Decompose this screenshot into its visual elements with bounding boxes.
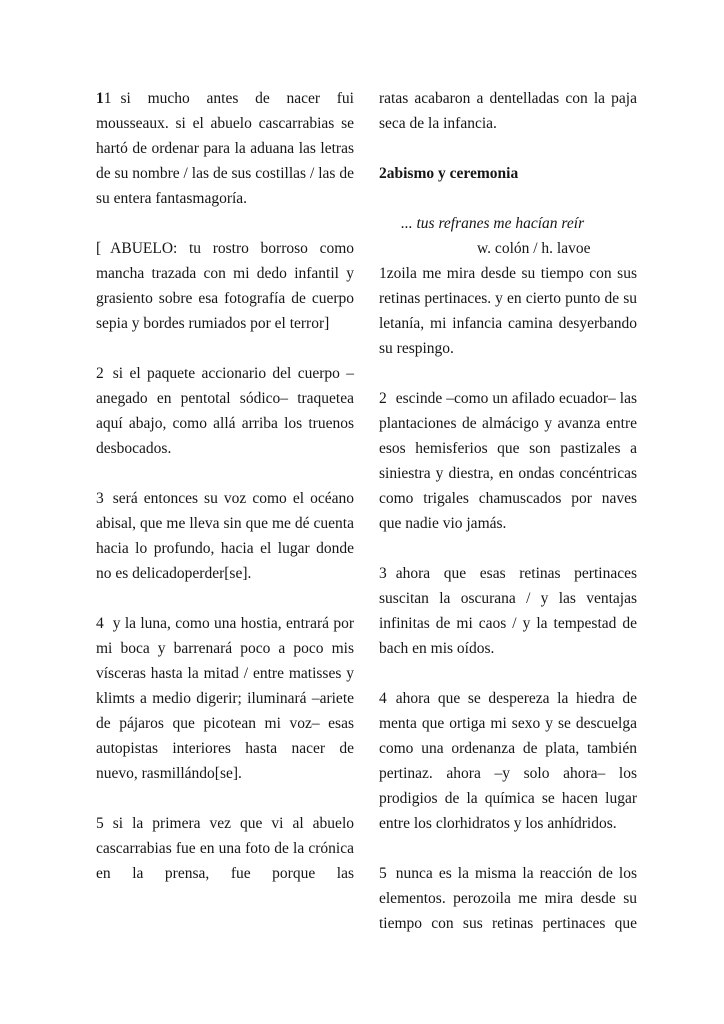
- verse-number: 5: [379, 865, 387, 882]
- verse-number: 3: [379, 565, 387, 582]
- verse-text: 1zoila me mira desde su tiempo con sus retinas pertinaces. y en cierto punto de su letanía, mi infancia camina desyerbando su respingo.: [379, 265, 637, 357]
- bracket-mark: [: [96, 240, 102, 257]
- verse-text: si el paquete accionario del cuerpo –anegado en pentotal sódico– traquetea aquí abajo, como allá arriba los truenos desbocados.: [96, 365, 354, 457]
- continuation-paragraph: [379, 86, 637, 136]
- verse-number: 4: [379, 690, 387, 707]
- verse-text: será entonces su voz como el océano abisal, que me lleva sin que me dé cuenta hacia lo profundo, hacia el lugar donde no es delicadoperder[se].: [96, 490, 354, 582]
- verse-number: 5: [96, 815, 104, 832]
- verse-text: ahora que se despereza la hiedra de menta que ortiga mi sexo y se descuelga como una ordenanza de plata, también pertinaz. ahora –y solo ahora– los prodigios de la química se hacen lugar entre los clorhidratos y los anhídridos.: [379, 690, 637, 832]
- verse-text: escinde –como un afilado ecuador– las plantaciones de almácigo y avanza entre esos hemisferios que son pastizales a siniestra y diestra, en ondas concéntricas como trigales chamuscados por naves que nadie vio jamás.: [379, 390, 637, 532]
- verse-number: 2: [96, 365, 104, 382]
- verse-text: ratas acabaron a dentelladas con la paja seca de la infancia.: [379, 90, 637, 132]
- epigraph-attribution: w. colón / h. lavoe: [477, 240, 591, 257]
- verse-number: 1: [103, 90, 112, 107]
- verse-text: si la primera vez que vi al abuelo cascarrabias fue en una foto de la crónica en la prensa, fue porque las: [96, 815, 354, 882]
- verse-text: ahora que esas retinas pertinaces suscitan la oscurana / y las ventajas infinitas de mi caos / y la tempestad de bach en mis oídos.: [379, 565, 637, 657]
- verse-paragraph: [379, 386, 637, 536]
- verse-paragraph: [96, 236, 354, 336]
- verse-text: y la luna, como una hostia, entrará por mi boca y barrenará poco a poco mis vísceras hasta la mitad / entre matisses y klimts a medio digerir; iluminará –ariete de pájaros que picotean mi voz– esas autopistas interiores hasta nacer de nuevo, rasmillándo[se].: [96, 615, 354, 782]
- verse-paragraph: [96, 611, 354, 786]
- verse-number: 2: [379, 390, 387, 407]
- verse-paragraph: [96, 811, 354, 886]
- poem-number: 1: [96, 90, 104, 107]
- right-column: [379, 86, 637, 961]
- left-column: [96, 86, 354, 911]
- verse-text: si mucho antes de nacer fui mousseaux. si el abuelo cascarrabias se hartó de ordenar para la aduana las letras de su nombre / las de sus costillas / las de su entera fantasmagoría.: [96, 90, 354, 207]
- verse-paragraph: [96, 486, 354, 586]
- verse-paragraph: [96, 361, 354, 461]
- verse-paragraph: [96, 86, 354, 211]
- verse-number: 3: [96, 490, 104, 507]
- epigraph: ... tus refranes me hacían reír: [401, 215, 585, 232]
- verse-paragraph: [379, 861, 637, 936]
- verse-text: nunca es la misma la reacción de los elementos. perozoila me mira desde su tiempo con sus retinas pertinaces que: [379, 865, 637, 932]
- verse-paragraph: [379, 686, 637, 836]
- poem-title: 2abismo y ceremonia: [379, 165, 519, 182]
- verse-text: ABUELO: tu rostro borroso como mancha trazada con mi dedo infantil y grasiento sobre esa fotografía de cuerpo sepia y bordes rumiados por el terror]: [96, 240, 354, 332]
- verse-number: 4: [96, 615, 104, 632]
- verse-paragraph: [379, 561, 637, 661]
- verse-paragraph: [379, 261, 637, 361]
